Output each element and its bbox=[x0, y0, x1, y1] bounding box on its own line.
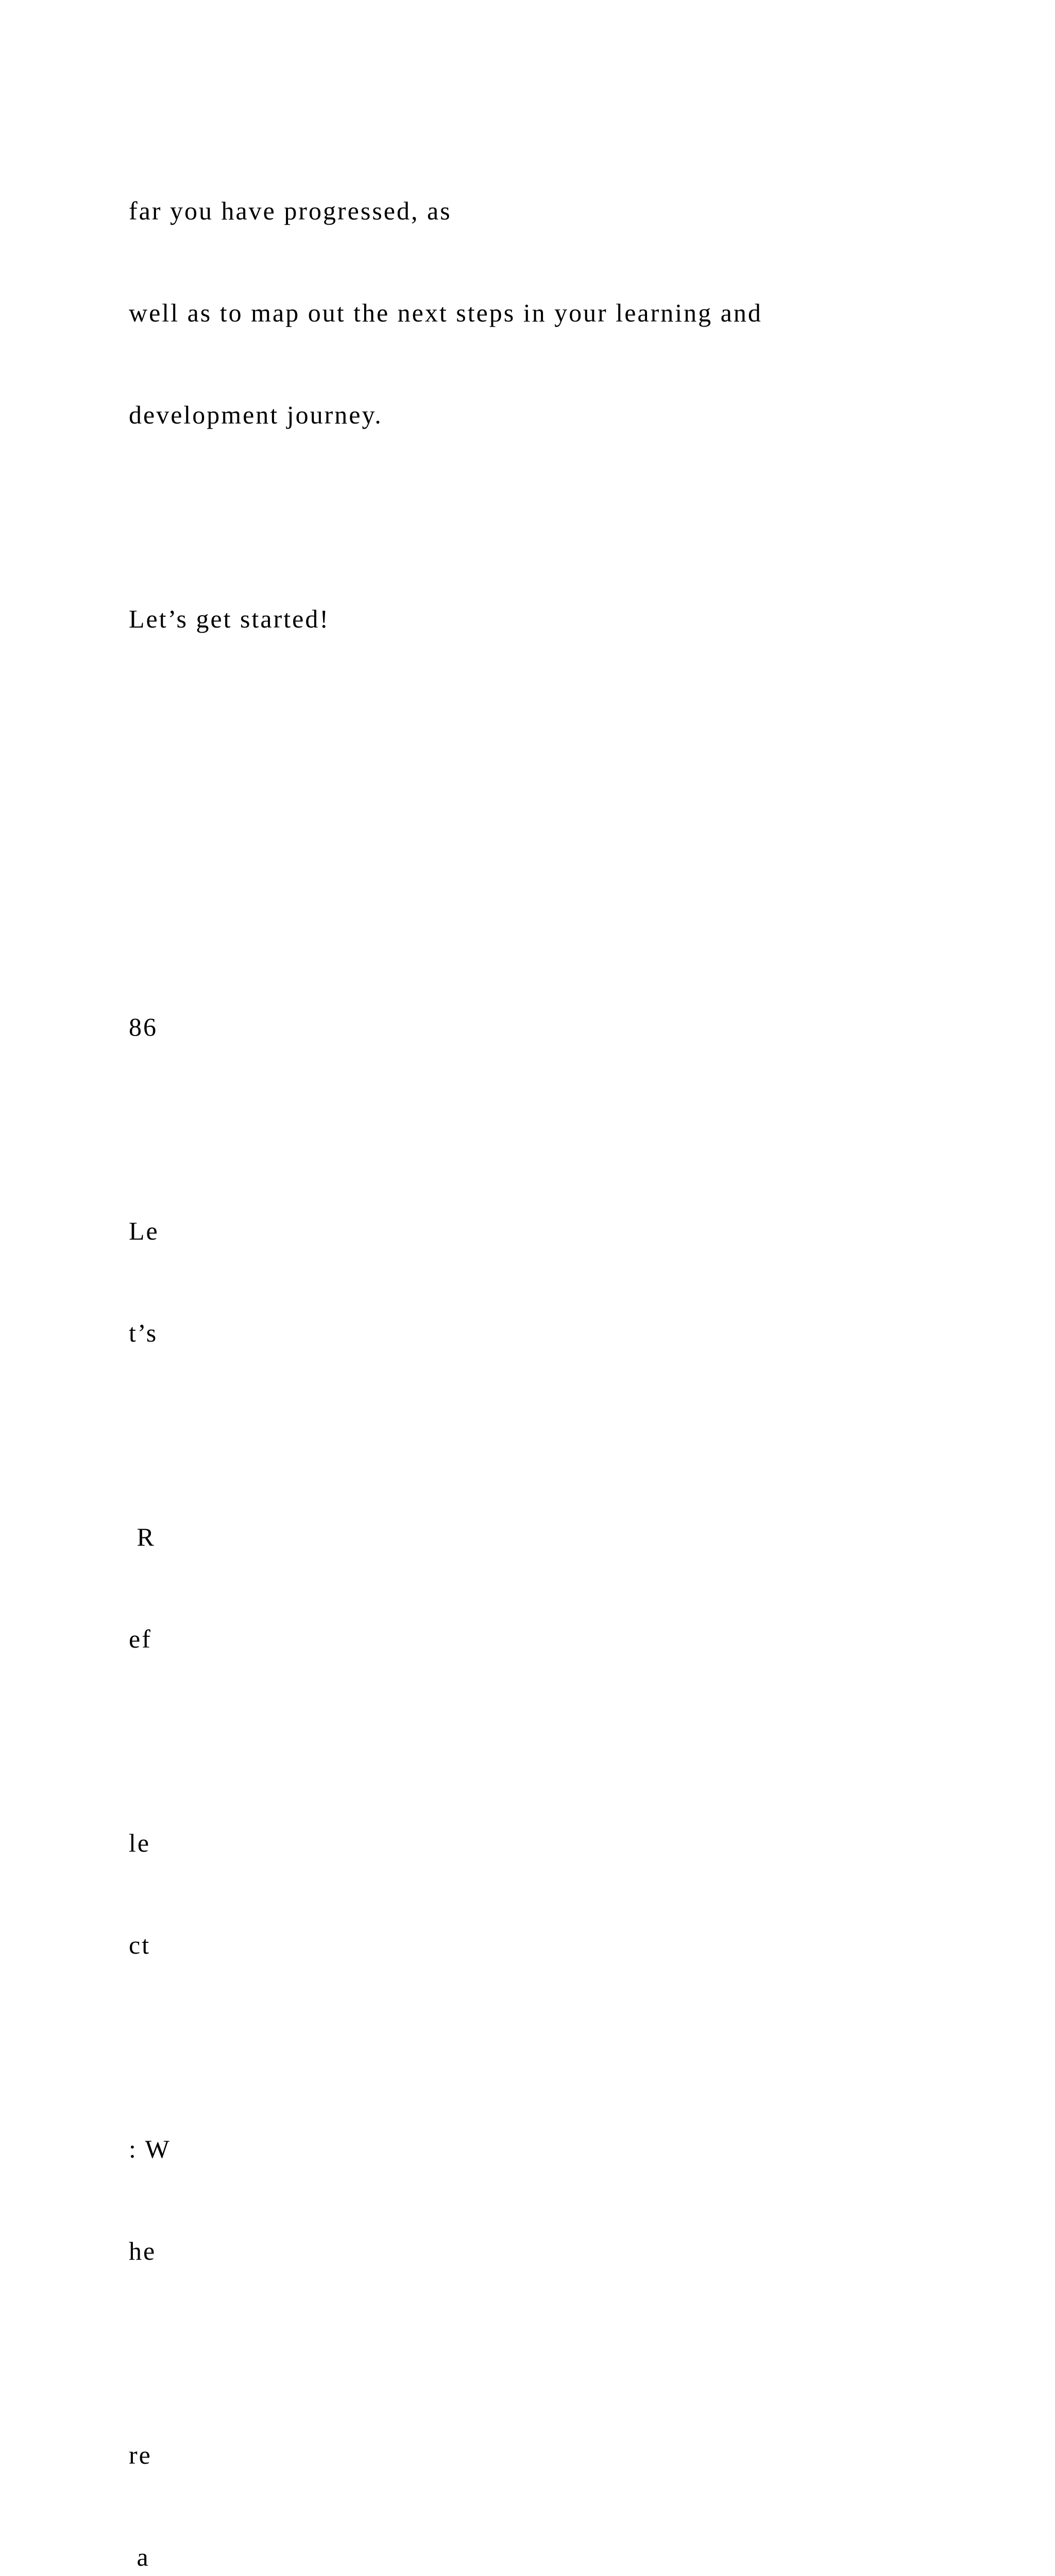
text-fragment: re bbox=[129, 2441, 152, 2469]
text-fragment: R bbox=[129, 1522, 156, 1551]
blank-line bbox=[129, 500, 1005, 534]
text-fragment: t’s bbox=[129, 1318, 158, 1347]
text-line: well as to map out the next steps in your learning and bbox=[129, 298, 762, 327]
text-fragment: ct bbox=[129, 1930, 151, 1959]
blank-line bbox=[129, 1724, 1005, 1758]
blank-line bbox=[129, 2336, 1005, 2370]
text-fragment: ef bbox=[129, 1624, 152, 1653]
blank-line bbox=[129, 806, 1005, 840]
text-fragment: : W bbox=[129, 2134, 171, 2163]
text-line: far you have progressed, as bbox=[129, 196, 452, 225]
text-fragment: le bbox=[129, 1828, 151, 1857]
blank-line bbox=[129, 1418, 1005, 1452]
text-line: Let’s get started! bbox=[129, 604, 330, 633]
text-line: development journey. bbox=[129, 400, 383, 429]
text-fragment: he bbox=[129, 2236, 157, 2265]
blank-line bbox=[129, 908, 1005, 942]
text-fragment: Le bbox=[129, 1216, 159, 1245]
blank-line bbox=[129, 704, 1005, 738]
blank-line bbox=[129, 1112, 1005, 1146]
blank-line bbox=[129, 2030, 1005, 2064]
body-text bbox=[129, 126, 1005, 2576]
page-number: 86 bbox=[129, 1012, 158, 1041]
text-fragment: a bbox=[129, 2543, 150, 2571]
